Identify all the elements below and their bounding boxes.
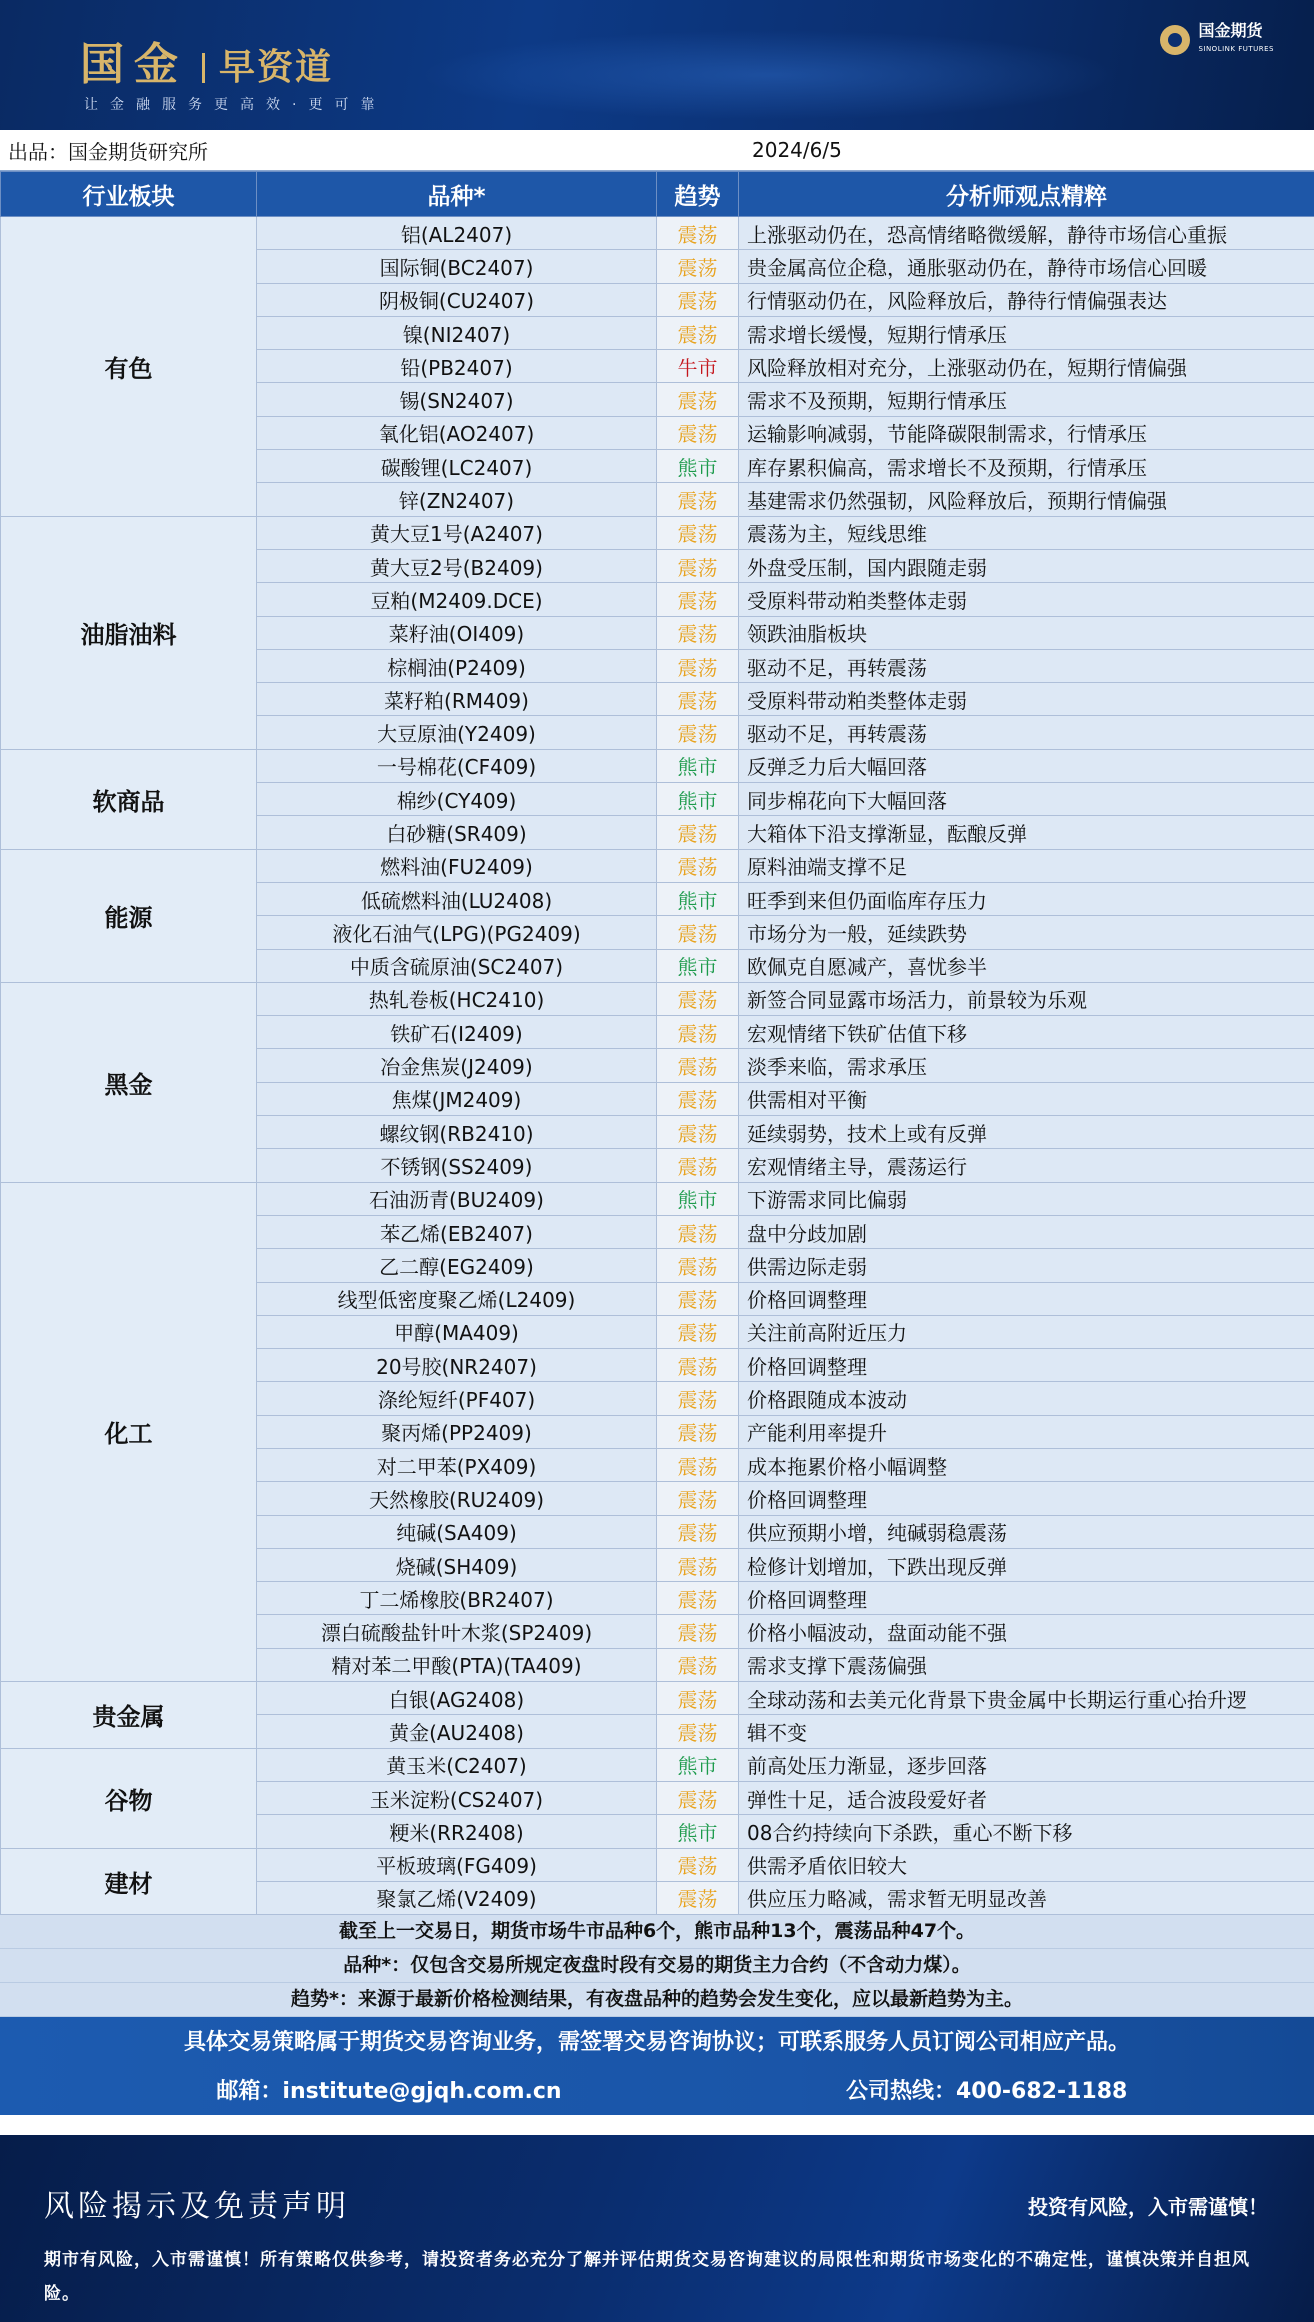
variety-cell: 甲醇(MA409) [257, 1315, 657, 1348]
trend-cell: 震荡 [657, 283, 739, 316]
variety-cell: 镍(NI2407) [257, 316, 657, 349]
trend-cell: 震荡 [657, 1448, 739, 1481]
view-cell: 价格小幅波动，盘面动能不强 [739, 1615, 1314, 1648]
view-cell: 全球动荡和去美元化背景下贵金属中长期运行重心抬升逻 [739, 1682, 1314, 1715]
trend-cell: 震荡 [657, 1215, 739, 1248]
risk-warning: 投资有风险，入市需谨慎！ [1028, 2195, 1268, 2219]
variety-cell: 铅(PB2407) [257, 350, 657, 383]
brand-slogan: 让金融服务更高效·更可靠 [84, 97, 387, 113]
view-cell: 欧佩克自愿减产，喜忧参半 [739, 949, 1314, 982]
table-row [1, 1848, 1314, 1881]
view-cell: 价格跟随成本波动 [739, 1382, 1314, 1415]
variety-cell: 白银(AG2408) [257, 1682, 657, 1715]
view-cell: 盘中分歧加剧 [739, 1215, 1314, 1248]
view-cell: 前高处压力渐显，逐步回落 [739, 1748, 1314, 1781]
view-cell: 领跌油脂板块 [739, 616, 1314, 649]
trend-cell: 熊市 [657, 783, 739, 816]
view-cell: 成本拖累价格小幅调整 [739, 1448, 1314, 1481]
variety-cell: 棉纱(CY409) [257, 783, 657, 816]
variety-cell: 铁矿石(I2409) [257, 1016, 657, 1049]
trend-cell: 震荡 [657, 1548, 739, 1581]
variety-cell: 平板玻璃(FG409) [257, 1848, 657, 1881]
variety-cell: 石油沥青(BU2409) [257, 1182, 657, 1215]
trend-cell: 震荡 [657, 1415, 739, 1448]
view-cell: 弹性十足，适合波段爱好者 [739, 1781, 1314, 1814]
variety-cell: 丁二烯橡胶(BR2407) [257, 1582, 657, 1615]
header-glow [420, 30, 1120, 120]
view-cell: 行情驱动仍在，风险释放后，静待行情偏强表达 [739, 283, 1314, 316]
variety-cell: 苯乙烯(EB2407) [257, 1215, 657, 1248]
view-cell: 供应压力略减，需求暂无明显改善 [739, 1881, 1314, 1914]
variety-cell: 精对苯二甲酸(PTA)(TA409) [257, 1648, 657, 1681]
view-cell: 产能利用率提升 [739, 1415, 1314, 1448]
variety-cell: 液化石油气(LPG)(PG2409) [257, 916, 657, 949]
sector-cell: 化工 [1, 1182, 257, 1681]
trend-cell: 震荡 [657, 716, 739, 749]
view-cell: 下游需求同比偏弱 [739, 1182, 1314, 1215]
logo-text [1198, 22, 1274, 58]
trend-cell: 震荡 [657, 1715, 739, 1748]
sector-cell: 黑金 [1, 982, 257, 1182]
trend-cell: 震荡 [657, 250, 739, 283]
view-cell: 市场分为一般，延续跌势 [739, 916, 1314, 949]
view-cell: 受原料带动粕类整体走弱 [739, 683, 1314, 716]
variety-cell: 纯碱(SA409) [257, 1515, 657, 1548]
variety-cell: 对二甲苯(PX409) [257, 1448, 657, 1481]
trend-cell: 震荡 [657, 1082, 739, 1115]
view-cell: 震荡为主，短线思维 [739, 516, 1314, 549]
trend-cell: 震荡 [657, 1682, 739, 1715]
variety-cell: 黄金(AU2408) [257, 1715, 657, 1748]
view-cell: 需求支撑下震荡偏强 [739, 1648, 1314, 1681]
variety-cell: 不锈钢(SS2409) [257, 1149, 657, 1182]
view-cell: 辑不变 [739, 1715, 1314, 1748]
variety-cell: 菜籽油(OI409) [257, 616, 657, 649]
view-cell: 原料油端支撑不足 [739, 849, 1314, 882]
report-date: 2024/6/5 [752, 138, 842, 162]
variety-cell: 燃料油(FU2409) [257, 849, 657, 882]
variety-cell: 国际铜(BC2407) [257, 250, 657, 283]
trend-cell: 震荡 [657, 217, 739, 250]
variety-cell: 低硫燃料油(LU2408) [257, 882, 657, 915]
view-cell: 价格回调整理 [739, 1482, 1314, 1515]
trend-cell: 震荡 [657, 1315, 739, 1348]
variety-cell: 黄大豆1号(A2407) [257, 516, 657, 549]
trend-cell: 震荡 [657, 916, 739, 949]
variety-cell: 大豆原油(Y2409) [257, 716, 657, 749]
contact-hotline[interactable]: 公司热线：400-682-1188 [846, 2079, 1128, 2105]
variety-cell: 白砂糖(SR409) [257, 816, 657, 849]
variety-cell: 中质含硫原油(SC2407) [257, 949, 657, 982]
col-header-sector: 行业板块 [1, 172, 257, 217]
view-cell: 运输影响减弱，节能降碳限制需求，行情承压 [739, 416, 1314, 449]
trend-cell: 震荡 [657, 616, 739, 649]
view-cell: 需求不及预期，短期行情承压 [739, 383, 1314, 416]
view-cell: 反弹乏力后大幅回落 [739, 749, 1314, 782]
variety-cell: 黄玉米(C2407) [257, 1748, 657, 1781]
view-cell: 价格回调整理 [739, 1582, 1314, 1615]
notes-block [0, 1915, 1314, 2017]
trend-cell: 震荡 [657, 1049, 739, 1082]
variety-cell: 线型低密度聚乙烯(L2409) [257, 1282, 657, 1315]
table-header-row [1, 172, 1314, 217]
table-row [1, 1748, 1314, 1781]
variety-cell: 涤纶短纤(PF407) [257, 1382, 657, 1415]
variety-cell: 铝(AL2407) [257, 217, 657, 250]
variety-cell: 锡(SN2407) [257, 383, 657, 416]
producer-label: 出品：国金期货研究所 [8, 139, 208, 164]
view-cell: 宏观情绪下铁矿估值下移 [739, 1016, 1314, 1049]
variety-cell: 烧碱(SH409) [257, 1548, 657, 1581]
brand-separator [202, 53, 205, 83]
brand-sub: 早资道 [219, 47, 334, 88]
view-cell: 受原料带动粕类整体走弱 [739, 583, 1314, 616]
note-summary: 截至上一交易日，期货市场牛市品种6个，熊市品种13个，震荡品种47个。 [0, 1915, 1314, 1949]
trend-cell: 震荡 [657, 1249, 739, 1282]
sector-cell: 谷物 [1, 1748, 257, 1848]
trend-cell: 熊市 [657, 1815, 739, 1848]
trend-cell: 震荡 [657, 1282, 739, 1315]
trend-cell: 震荡 [657, 1615, 739, 1648]
table-row [1, 516, 1314, 549]
contact-line [0, 2069, 1314, 2115]
view-cell: 外盘受压制，国内跟随走弱 [739, 549, 1314, 582]
trend-cell: 熊市 [657, 1182, 739, 1215]
view-cell: 检修计划增加，下跌出现反弹 [739, 1548, 1314, 1581]
logo-name: 国金期货 [1198, 21, 1263, 40]
trend-cell: 震荡 [657, 1781, 739, 1814]
trend-cell: 震荡 [657, 549, 739, 582]
view-cell: 大箱体下沿支撑渐显，酝酿反弹 [739, 816, 1314, 849]
consulting-notice: 具体交易策略属于期货交易咨询业务，需签署交易咨询协议；可联系服务人员订阅公司相应产品。 [183, 2030, 1130, 2056]
view-cell: 价格回调整理 [739, 1282, 1314, 1315]
view-cell: 供需边际走弱 [739, 1249, 1314, 1282]
trend-cell: 震荡 [657, 316, 739, 349]
view-cell: 价格回调整理 [739, 1349, 1314, 1382]
view-cell: 上涨驱动仍在，恐高情绪略微缓解，静待市场信心重振 [739, 217, 1314, 250]
view-cell: 关注前高附近压力 [739, 1315, 1314, 1348]
logo-en: SINOLINK FUTURES [1198, 45, 1274, 53]
trend-cell: 震荡 [657, 1116, 739, 1149]
view-cell: 淡季来临，需求承压 [739, 1049, 1314, 1082]
view-cell: 同步棉花向下大幅回落 [739, 783, 1314, 816]
variety-cell: 玉米淀粉(CS2407) [257, 1781, 657, 1814]
trend-cell: 震荡 [657, 1016, 739, 1049]
variety-cell: 聚丙烯(PP2409) [257, 1415, 657, 1448]
report-header [0, 0, 1314, 130]
trend-cell: 震荡 [657, 816, 739, 849]
variety-cell: 天然橡胶(RU2409) [257, 1482, 657, 1515]
trend-cell: 震荡 [657, 516, 739, 549]
view-cell: 旺季到来但仍面临库存压力 [739, 882, 1314, 915]
futures-view-table [0, 171, 1314, 1915]
view-cell: 宏观情绪主导，震荡运行 [739, 1149, 1314, 1182]
brand-main: 国金 [80, 39, 188, 90]
table-row [1, 1182, 1314, 1215]
variety-cell: 乙二醇(EG2409) [257, 1249, 657, 1282]
col-header-view: 分析师观点精粹 [739, 172, 1314, 217]
disclaimer-footer [0, 2135, 1314, 2322]
trend-cell: 熊市 [657, 1748, 739, 1781]
trend-cell: 震荡 [657, 982, 739, 1015]
trend-cell: 震荡 [657, 683, 739, 716]
col-header-variety: 品种* [257, 172, 657, 217]
variety-cell: 20号胶(NR2407) [257, 1349, 657, 1382]
view-cell: 供需相对平衡 [739, 1082, 1314, 1115]
view-cell: 新签合同显露市场活力，前景较为乐观 [739, 982, 1314, 1015]
company-logo [1160, 22, 1274, 58]
table-row [1, 849, 1314, 882]
trend-cell: 震荡 [657, 1881, 739, 1914]
disclaimer-text: 期市有风险，入市需谨慎！所有策略仅供参考，请投资者务必充分了解并评估期货交易咨询建议的局限性和期货市场变化的不确定性，谨慎决策并自担风险。 [44, 2250, 1250, 2304]
variety-cell: 粳米(RR2408) [257, 1815, 657, 1848]
sector-cell: 有色 [1, 217, 257, 517]
trend-cell: 震荡 [657, 1648, 739, 1681]
variety-cell: 氧化铝(AO2407) [257, 416, 657, 449]
view-cell: 贵金属高位企稳，通胀驱动仍在，静待市场信心回暖 [739, 250, 1314, 283]
sector-cell: 贵金属 [1, 1682, 257, 1749]
trend-cell: 震荡 [657, 849, 739, 882]
trend-cell: 熊市 [657, 450, 739, 483]
variety-cell: 锌(ZN2407) [257, 483, 657, 516]
view-cell: 库存累积偏高，需求增长不及预期，行情承压 [739, 450, 1314, 483]
view-cell: 08合约持续向下杀跌，重心不断下移 [739, 1815, 1314, 1848]
trend-cell: 熊市 [657, 882, 739, 915]
trend-cell: 震荡 [657, 1149, 739, 1182]
variety-cell: 碳酸锂(LC2407) [257, 450, 657, 483]
view-cell: 驱动不足，再转震荡 [739, 716, 1314, 749]
view-cell: 基建需求仍然强韧，风险释放后，预期行情偏强 [739, 483, 1314, 516]
variety-cell: 阴极铜(CU2407) [257, 283, 657, 316]
view-cell: 供需矛盾依旧较大 [739, 1848, 1314, 1881]
contact-block [0, 2017, 1314, 2115]
table-row [1, 982, 1314, 1015]
note-variety: 品种*：仅包含交易所规定夜盘时段有交易的期货主力合约（不含动力煤）。 [0, 1949, 1314, 1983]
table-row [1, 217, 1314, 250]
trend-cell: 震荡 [657, 649, 739, 682]
variety-cell: 热轧卷板(HC2410) [257, 982, 657, 1015]
variety-cell: 黄大豆2号(B2409) [257, 549, 657, 582]
variety-cell: 焦煤(JM2409) [257, 1082, 657, 1115]
variety-cell: 豆粕(M2409.DCE) [257, 583, 657, 616]
variety-cell: 冶金焦炭(J2409) [257, 1049, 657, 1082]
trend-cell: 震荡 [657, 1482, 739, 1515]
trend-cell: 震荡 [657, 1382, 739, 1415]
trend-cell: 震荡 [657, 1582, 739, 1615]
sector-cell: 油脂油料 [1, 516, 257, 749]
logo-mark-icon [1160, 25, 1190, 55]
variety-cell: 聚氯乙烯(V2409) [257, 1881, 657, 1914]
sector-cell: 能源 [1, 849, 257, 982]
note-trend: 趋势*：来源于最新价格检测结果，有夜盘品种的趋势会发生变化，应以最新趋势为主。 [0, 1983, 1314, 2017]
variety-cell: 螺纹钢(RB2410) [257, 1116, 657, 1149]
view-cell: 供应预期小增，纯碱弱稳震荡 [739, 1515, 1314, 1548]
variety-cell: 棕榈油(P2409) [257, 649, 657, 682]
trend-cell: 熊市 [657, 749, 739, 782]
table-body [1, 217, 1314, 1915]
info-row [0, 130, 1314, 171]
trend-cell: 牛市 [657, 350, 739, 383]
trend-cell: 熊市 [657, 949, 739, 982]
trend-cell: 震荡 [657, 383, 739, 416]
col-header-trend: 趋势 [657, 172, 739, 217]
trend-cell: 震荡 [657, 1848, 739, 1881]
disclaimer-title: 风险揭示及免责声明 [44, 2189, 350, 2224]
view-cell: 风险释放相对充分，上涨驱动仍在，短期行情偏强 [739, 350, 1314, 383]
table-row [1, 1682, 1314, 1715]
sector-cell: 建材 [1, 1848, 257, 1915]
table-row [1, 749, 1314, 782]
variety-cell: 一号棉花(CF409) [257, 749, 657, 782]
variety-cell: 菜籽粕(RM409) [257, 683, 657, 716]
contact-email[interactable]: 邮箱：institute@gjqh.com.cn [216, 2079, 562, 2105]
trend-cell: 震荡 [657, 583, 739, 616]
brand-title [80, 28, 333, 92]
trend-cell: 震荡 [657, 1515, 739, 1548]
trend-cell: 震荡 [657, 483, 739, 516]
trend-cell: 震荡 [657, 1349, 739, 1382]
view-cell: 延续弱势，技术上或有反弹 [739, 1116, 1314, 1149]
variety-cell: 漂白硫酸盐针叶木浆(SP2409) [257, 1615, 657, 1648]
view-cell: 驱动不足，再转震荡 [739, 649, 1314, 682]
sector-cell: 软商品 [1, 749, 257, 849]
trend-cell: 震荡 [657, 416, 739, 449]
view-cell: 需求增长缓慢，短期行情承压 [739, 316, 1314, 349]
